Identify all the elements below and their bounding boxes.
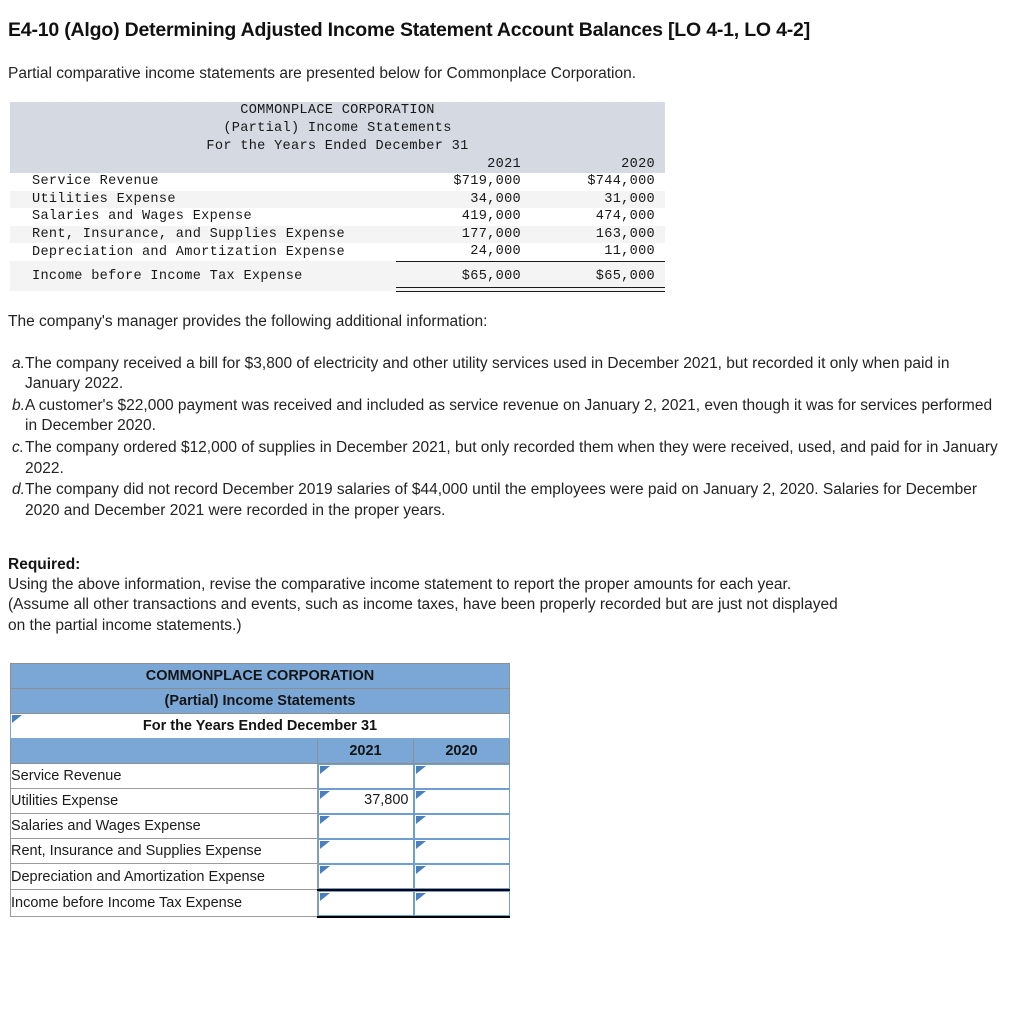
required-line-1: Using the above information, revise the comparative income statement to report the proper amounts for each year. <box>8 575 792 593</box>
additional-info-list <box>0 354 1024 522</box>
table-row <box>11 814 510 839</box>
input-2021-salaries-and-wages-expense[interactable] <box>318 814 414 839</box>
row-value-2020: 474,000 <box>531 208 665 226</box>
input-cell-container-2021 <box>318 890 414 917</box>
table-row <box>11 864 510 890</box>
list-item <box>8 396 1000 437</box>
statement-double-rule <box>10 287 665 291</box>
input-cell-container-2020 <box>414 763 510 789</box>
cell-selection-marker-icon <box>320 766 330 774</box>
list-item <box>8 438 1000 479</box>
list-item <box>8 354 1000 395</box>
worksheet-period-text: For the Years Ended December 31 <box>142 717 378 734</box>
row-value-2020: 31,000 <box>531 191 665 209</box>
row-label: Rent, Insurance and Supplies Expense <box>11 839 318 864</box>
table-row <box>10 226 665 244</box>
cell-selection-marker-icon <box>320 841 330 849</box>
worksheet-header-spacer <box>11 738 318 763</box>
cell-selection-marker-icon <box>416 816 426 824</box>
list-item-letter: b. <box>12 396 25 414</box>
input-cell-container-2021 <box>318 763 414 789</box>
statement-company-row <box>10 102 665 120</box>
row-value-2021: 24,000 <box>396 243 531 261</box>
input-cell-container-2020 <box>414 814 510 839</box>
total-value-2020: $65,000 <box>531 261 665 287</box>
given-statement-table <box>10 102 665 292</box>
input-cell-container-2020 <box>414 864 510 890</box>
row-value-2020: 11,000 <box>531 243 665 261</box>
double-rule-2021 <box>396 287 531 291</box>
required-line-2: (Assume all other transactions and events, such as income taxes, have been properly recorded but are just not displayed <box>8 596 838 614</box>
row-value-2021: 177,000 <box>396 226 531 244</box>
required-section <box>0 555 1024 637</box>
input-cell-container-2021 <box>318 789 414 814</box>
row-label: Service Revenue <box>11 763 318 789</box>
worksheet-subtitle: (Partial) Income Statements <box>11 688 510 713</box>
row-label: Depreciation and Amortization Expense <box>10 243 396 261</box>
worksheet-table <box>10 663 510 918</box>
input-2021-depreciation-amortization-expense[interactable] <box>318 864 414 889</box>
required-line-3: on the partial income statements.) <box>8 616 242 634</box>
table-row <box>11 789 510 814</box>
given-income-statement <box>10 102 665 292</box>
statement-period-row <box>10 138 665 156</box>
statement-company-name: COMMONPLACE CORPORATION <box>10 102 665 120</box>
input-cell-container-2020 <box>414 890 510 917</box>
list-item-letter: c. <box>12 439 25 457</box>
list-item-text: The company ordered $12,000 of supplies in December 2021, but only recorded them when they were received, used, and paid for in January 2022. <box>25 439 998 477</box>
statement-subtitle: (Partial) Income Statements <box>10 120 665 138</box>
answer-worksheet <box>10 663 1024 918</box>
total-value-2021: $65,000 <box>396 261 531 287</box>
table-row <box>11 763 510 789</box>
row-label: Salaries and Wages Expense <box>11 814 318 839</box>
double-rule-2020 <box>531 287 665 291</box>
worksheet-company-name: COMMONPLACE CORPORATION <box>11 663 510 688</box>
list-item <box>8 480 1000 521</box>
row-label: Utilities Expense <box>10 191 396 209</box>
cell-selection-marker-icon <box>320 866 330 874</box>
row-label: Service Revenue <box>10 173 396 191</box>
worksheet-period-row <box>11 713 510 738</box>
row-label: Depreciation and Amortization Expense <box>11 864 318 890</box>
input-2020-utilities-expense[interactable] <box>414 789 510 814</box>
worksheet-col-2021: 2021 <box>318 738 414 763</box>
input-cell-container-2021 <box>318 839 414 864</box>
row-value-2020: $744,000 <box>531 173 665 191</box>
statement-col-2021: 2021 <box>396 156 531 174</box>
input-2021-income-before-income-tax-expense[interactable] <box>318 891 414 916</box>
statement-header-spacer <box>10 156 396 174</box>
table-row <box>10 208 665 226</box>
input-2020-depreciation-amortization-expense[interactable] <box>414 864 510 889</box>
statement-column-header-row <box>10 156 665 174</box>
total-label: Income before Income Tax Expense <box>10 261 396 287</box>
row-value-2021: $719,000 <box>396 173 531 191</box>
worksheet-column-header-row <box>11 738 510 763</box>
double-rule-spacer <box>10 287 396 291</box>
input-cell-container-2020 <box>414 789 510 814</box>
list-item-text: A customer's $22,000 payment was received and included as service revenue on January 2, 2021, even though it was for services performed in December 2020. <box>25 396 993 435</box>
row-label: Salaries and Wages Expense <box>10 208 396 226</box>
cell-selection-marker-icon <box>320 893 330 901</box>
row-value-2021: 34,000 <box>396 191 531 209</box>
cell-selection-marker-icon <box>416 841 426 849</box>
cell-selection-marker-icon <box>320 791 330 799</box>
table-row <box>11 839 510 864</box>
worksheet-subtitle-row <box>11 688 510 713</box>
table-row <box>11 890 510 917</box>
statement-total-row <box>10 261 665 287</box>
statement-period: For the Years Ended December 31 <box>10 138 665 156</box>
input-2021-rent-insurance-supplies-expense[interactable] <box>318 839 414 864</box>
worksheet-company-row <box>11 663 510 688</box>
required-heading: Required: <box>8 555 81 573</box>
input-2020-income-before-income-tax-expense[interactable] <box>414 891 510 916</box>
input-2021-service-revenue[interactable] <box>318 764 414 789</box>
cell-selection-marker-icon <box>320 816 330 824</box>
cell-selection-marker-icon <box>416 766 426 774</box>
statement-col-2020: 2020 <box>531 156 665 174</box>
input-2021-utilities-expense[interactable]: 37,800 <box>318 789 414 814</box>
list-item-text: The company did not record December 2019 salaries of $44,000 until the employees were paid on January 2, 2020. Salaries for December 2020 and December 2021 were recorded in the proper years. <box>25 481 978 519</box>
input-2020-rent-insurance-supplies-expense[interactable] <box>414 839 510 864</box>
cell-selection-marker-icon <box>12 715 22 723</box>
row-label: Income before Income Tax Expense <box>11 890 318 917</box>
row-value-2021: 419,000 <box>396 208 531 226</box>
statement-subtitle-row <box>10 120 665 138</box>
cell-selection-marker-icon <box>416 791 426 799</box>
input-2020-service-revenue[interactable] <box>414 764 510 789</box>
table-row <box>10 191 665 209</box>
cell-selection-marker-icon <box>416 893 426 901</box>
list-item-letter: a. <box>12 354 25 372</box>
list-item-text: The company received a bill for $3,800 of electricity and other utility services used in December 2021, but recorded it only when paid in January 2022. <box>25 354 950 393</box>
page-title: E4-10 (Algo) Determining Adjusted Income Statement Account Balances [LO 4-1, LO 4-2] <box>8 19 810 41</box>
worksheet-col-2020: 2020 <box>414 738 510 763</box>
row-label: Utilities Expense <box>11 789 318 814</box>
input-cell-container-2021 <box>318 864 414 890</box>
list-item-letter: d. <box>12 481 25 499</box>
additional-info-lead: The company's manager provides the following additional information: <box>8 312 488 330</box>
input-cell-container-2020 <box>414 839 510 864</box>
row-label: Rent, Insurance, and Supplies Expense <box>10 226 396 244</box>
table-row <box>10 173 665 191</box>
row-value-2020: 163,000 <box>531 226 665 244</box>
worksheet-period-cell[interactable] <box>11 713 510 738</box>
cell-selection-marker-icon <box>416 866 426 874</box>
intro-paragraph: Partial comparative income statements are presented below for Commonplace Corporation. <box>8 65 637 83</box>
input-cell-container-2021 <box>318 814 414 839</box>
input-2020-salaries-and-wages-expense[interactable] <box>414 814 510 839</box>
table-row <box>10 243 665 261</box>
